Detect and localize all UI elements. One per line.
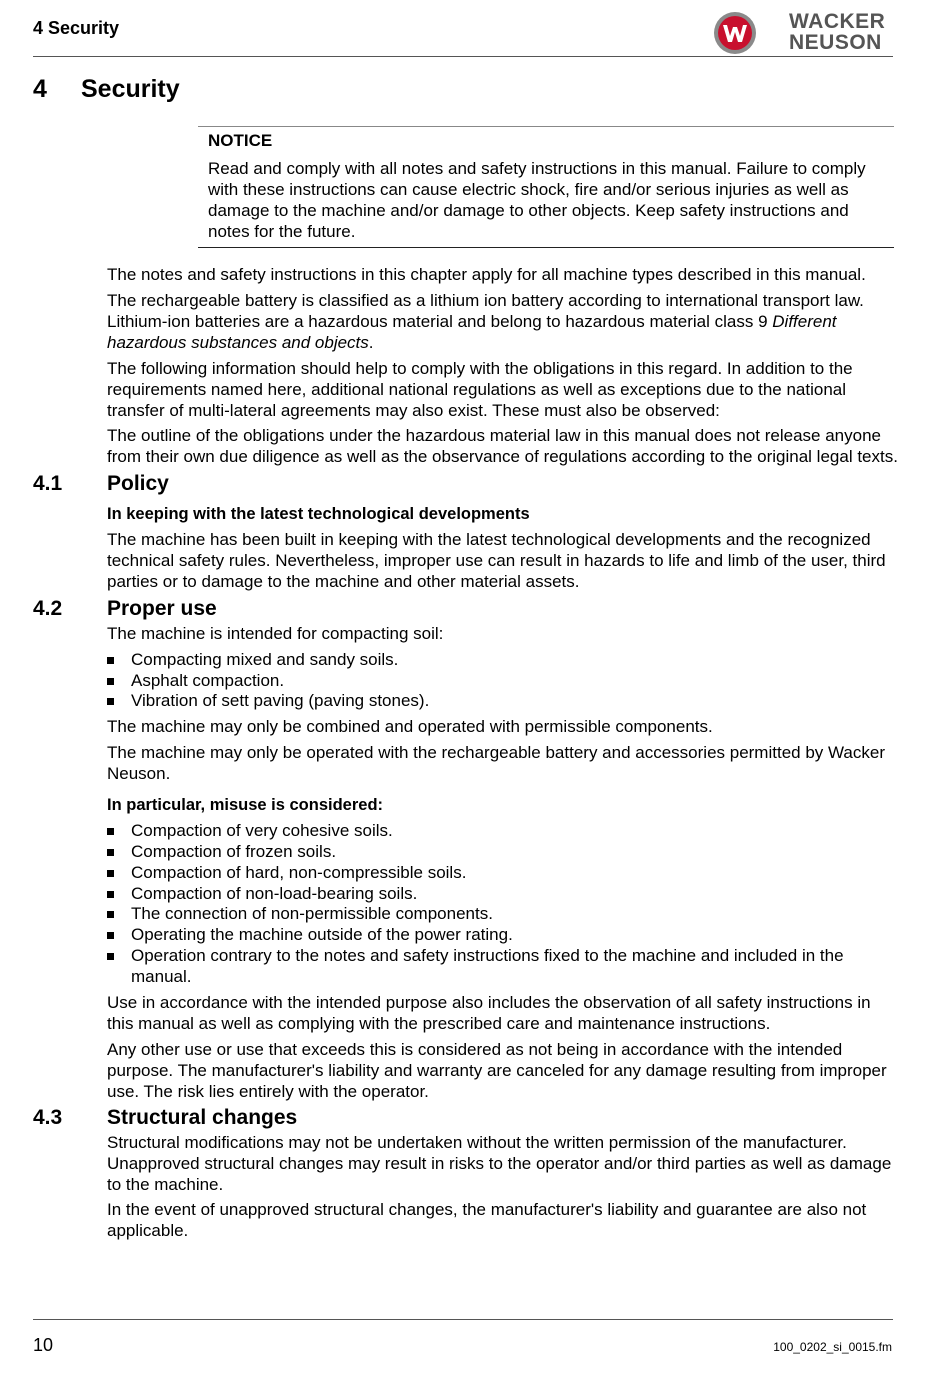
bullet-icon [107,849,114,856]
list-item [107,820,897,841]
list-item [107,670,897,691]
list-item-text: Asphalt compaction. [131,671,285,690]
structural-paragraph-1: Structural modifications may not be undertaken without the written permission of the manufacturer. Unapproved structural changes may result in risks to the operator and/or third parties as well as damage to the machine. [107,1133,892,1194]
policy-subtitle: In keeping with the latest technological developments [107,505,530,523]
source-file-name: 100_0202_si_0015.fm [773,1340,892,1354]
notice-body: Read and comply with all notes and safety instructions in this manual. Failure to comply with these instructions can cause electric shock, fire and/or serious injuries as well as damage to the machine and/or damage to other objects. Keep safety instructions and notes for the future. [208,159,866,241]
list-item-text: Compaction of hard, non-compressible soils. [131,863,467,882]
structural-paragraph-2: In the event of unapproved structural changes, the manufacturer's liability and guarantee are also not applicable. [107,1200,867,1240]
list-item-text: Compaction of non-load-bearing soils. [131,884,418,903]
list-item [107,690,897,711]
header-rule [33,56,893,57]
proper-use-intro: The machine is intended for compacting soil: [107,624,444,643]
running-header: 4 Security [33,18,120,38]
bullet-icon [107,911,114,918]
logo-line-2: NEUSON [789,31,882,54]
intro-paragraph-1: The notes and safety instructions in this chapter apply for all machine types described in this manual. [107,265,866,284]
list-item [107,841,897,862]
section-4-2-title: Proper use [107,597,217,620]
bullet-icon [107,932,114,939]
proper-use-paragraph-2: The machine may only be operated with the rechargeable battery and accessories permitted by Wacker Neuson. [107,743,885,783]
bullet-icon [107,828,114,835]
list-item [107,924,897,945]
section-4-1-title: Policy [107,472,169,495]
list-item [107,862,897,883]
list-item [107,649,897,670]
section-4-3-title: Structural changes [107,1106,298,1129]
list-item-text: Operation contrary to the notes and safety instructions fixed to the machine and included in the manual. [131,946,844,986]
list-item [107,903,897,924]
intro-paragraph-4: The outline of the obligations under the hazardous material law in this manual does not release anyone from their own due diligence as well as the observance of regulations according to the original legal texts. [107,426,898,466]
proper-use-paragraph-1: The machine may only be combined and operated with permissible components. [107,717,713,736]
proper-use-paragraph-3: Use in accordance with the intended purpose also includes the observation of all safety instructions in this manual as well as complying with the prescribed care and maintenance instructions. [107,993,871,1033]
section-4-3-number: 4.3 [33,1106,63,1129]
wacker-neuson-w-icon [713,11,757,55]
intro-paragraph-3: The following information should help to comply with the obligations in this regard. In addition to the requirements named here, additional national regulations as well as exceptions due to the national transfer of multi-lateral agreements may also exist. These must also be observed: [107,359,853,420]
section-4-2-number: 4.2 [33,597,63,620]
section-4-1-number: 4.1 [33,472,63,495]
policy-body: The machine has been built in keeping with the latest technological developments and the recognized technical safety rules. Nevertheless, improper use can result in hazards to life and limb of the user, third parties or to damage to the machine and other material assets. [107,530,886,591]
notice-title: NOTICE [208,131,273,150]
bullet-icon [107,953,114,960]
list-item-text: Compaction of very cohesive soils. [131,821,393,840]
page-number: 10 [33,1335,54,1355]
chapter-number: 4 [33,75,47,103]
list-item [107,945,897,987]
bullet-icon [107,891,114,898]
bullet-icon [107,870,114,877]
wacker-neuson-logo [713,10,893,56]
bullet-icon [107,698,114,705]
list-item-text: Vibration of sett paving (paving stones). [131,691,430,710]
list-item-text: Compaction of frozen soils. [131,842,337,861]
list-item-text: The connection of non-permissible components. [131,904,493,923]
chapter-title: Security [81,75,180,103]
list-item-text: Operating the machine outside of the power rating. [131,925,513,944]
footer-rule [33,1319,893,1320]
hazard-class-reference: Different hazardous substances and objects [107,312,837,352]
intro-paragraph-2-end: . [368,333,374,352]
logo-line-1: WACKER [789,10,886,33]
misuse-title: In particular, misuse is considered: [107,796,384,814]
proper-use-paragraph-4: Any other use or use that exceeds this is considered as not being in accordance with the intended purpose. The manufacturer's liability and warranty are canceled for any damage resulting from improper use. The risk lies entirely with the operator. [107,1040,887,1101]
logo-wordmark [789,11,885,53]
list-item [107,883,897,904]
list-item-text: Compacting mixed and sandy soils. [131,650,399,669]
intro-paragraph-2-text: The rechargeable battery is classified as a lithium ion battery according to international transport law. Lithium-ion batteries are a hazardous material and belong to hazardous material class 9 [107,291,864,331]
bullet-icon [107,678,114,685]
bullet-icon [107,657,114,664]
intro-paragraph-2 [107,290,897,353]
notice-box [198,126,894,248]
